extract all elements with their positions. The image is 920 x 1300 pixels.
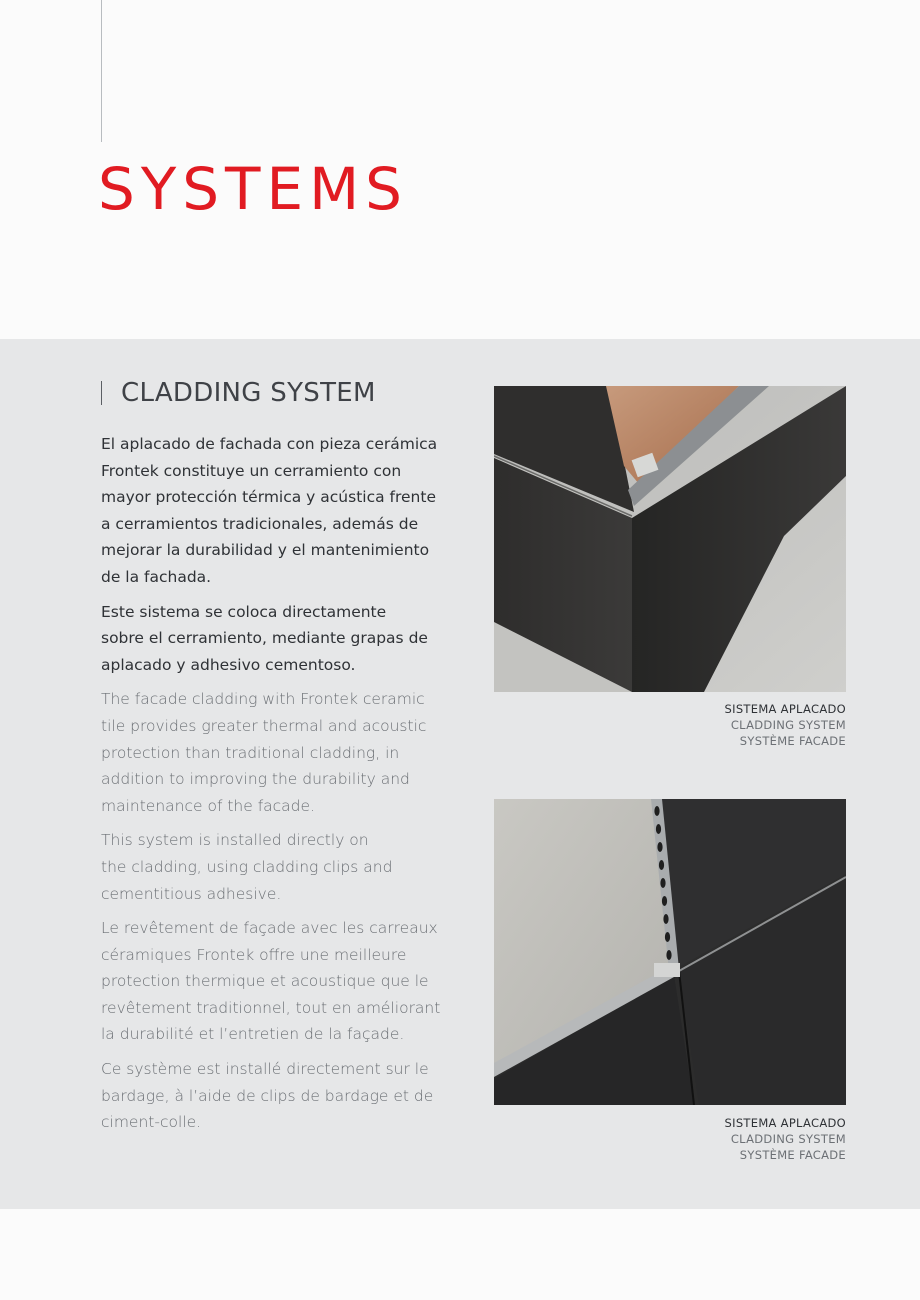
- caption-en: CLADDING SYSTEM: [730, 718, 846, 732]
- heading-bar: [101, 381, 102, 405]
- body-text: [101, 431, 463, 1144]
- section-heading: [101, 380, 376, 406]
- paragraph-fr-1: Le revêtement de façade avec les carreaux céramiques Frontek offre une meilleure protection thermique et acoustique que le revêtement traditionnel, tout en améliorant la durabilité et l’entretien de la façade.: [101, 919, 441, 1044]
- figure-1-caption: [725, 701, 846, 749]
- caption-en: CLADDING SYSTEM: [730, 1132, 846, 1146]
- section-title: CLADDING SYSTEM: [121, 378, 376, 408]
- caption-es: SISTEMA APLACADO: [724, 702, 846, 716]
- paragraph-en-2: This system is installed directly on the cladding, using cladding clips and cementitious adhesive.: [101, 831, 393, 903]
- caption-fr: SYSTÈME FACADE: [739, 1148, 846, 1162]
- cladding-corner-photo: [494, 386, 846, 692]
- caption-fr: SYSTÈME FACADE: [739, 734, 846, 748]
- paragraph-fr-2: Ce système est installé directement sur le bardage, à l’aide de clips de bardage et de ciment-colle.: [101, 1060, 434, 1132]
- figure-2-caption: [725, 1115, 846, 1163]
- paragraph-es-2: Este sistema se coloca directamente sobre el cerramiento, mediante grapas de aplacado y adhesivo cementoso.: [101, 602, 428, 674]
- page-title: SYSTEMS: [98, 155, 408, 223]
- top-vertical-rule: [101, 0, 102, 142]
- cladding-clip-photo: [494, 799, 846, 1105]
- caption-es: SISTEMA APLACADO: [724, 1116, 846, 1130]
- paragraph-es-1: El aplacado de fachada con pieza cerámica Frontek constituye un cerramiento con mayor protección térmica y acústica frente a cerramientos tradicionales, además de mejorar la durabilidad y el mantenimiento de la fachada.: [101, 435, 438, 586]
- paragraph-en-1: The facade cladding with Frontek ceramic tile provides greater thermal and acoustic protection than traditional cladding, in addition to improving the durability and maintenance of the facade.: [101, 690, 427, 815]
